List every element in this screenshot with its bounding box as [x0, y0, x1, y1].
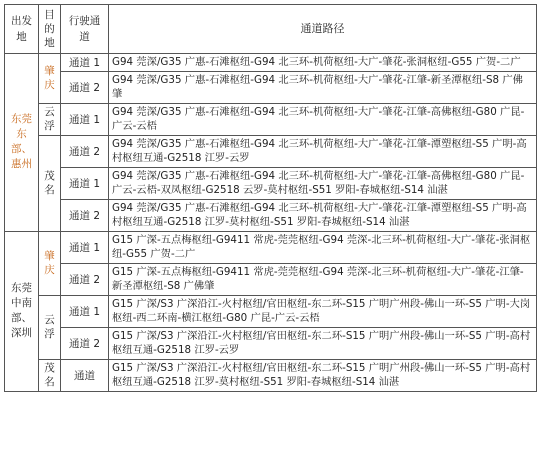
table-row — [5, 359, 537, 391]
route-cell: G94 莞深/G35 广惠-石滩枢纽-G94 北三环-机荷枢纽-大广-肇花-张洞枢纽-G55 广贺-二广 — [109, 54, 537, 72]
route-table — [4, 4, 537, 392]
table-row — [5, 103, 537, 135]
header-origin: 出发 地 — [5, 5, 39, 54]
destination-cell: 肇 庆 — [39, 231, 61, 295]
channel-cell: 通道 1 — [61, 231, 109, 263]
table-row — [5, 327, 537, 359]
origin-cell: 东莞 中南 部、 深圳 — [5, 231, 39, 391]
table-row — [5, 167, 537, 199]
header-route: 通道路径 — [109, 5, 537, 54]
destination-cell: 茂 名 — [39, 135, 61, 231]
route-cell: G94 莞深/G35 广惠-石滩枢纽-G94 北三环-机荷枢纽-大广-肇花-江肇-新圣潭枢纽-S8 广佛肇 — [109, 71, 537, 103]
route-cell: G15 广深/S3 广深沿江-火村枢纽/官田枢纽-东二环-S15 广明广州段-佛山一环-S5 广明-高村枢纽互通-G2518 江罗-云罗 — [109, 327, 537, 359]
destination-cell: 茂 名 — [39, 359, 61, 391]
channel-cell: 通道 2 — [61, 135, 109, 167]
header-destination: 目 的 地 — [39, 5, 61, 54]
channel-cell: 通道 2 — [61, 71, 109, 103]
table-row — [5, 231, 537, 263]
origin-cell: 东莞 东 部、 惠州 — [5, 54, 39, 232]
channel-cell: 通道 1 — [61, 295, 109, 327]
table-row — [5, 135, 537, 167]
table-row — [5, 54, 537, 72]
route-cell: G15 广深-五点梅枢纽-G9411 常虎-莞莞枢纽-G94 莞深-北三环-机荷枢纽-大广-肇花-张洞枢纽-G55 广贺-二广 — [109, 231, 537, 263]
header-channel: 行驶通 道 — [61, 5, 109, 54]
table-row — [5, 295, 537, 327]
route-cell: G94 莞深/G35 广惠-石滩枢纽-G94 北三环-机荷枢纽-大广-肇花-江肇-潭塑枢纽-S5 广明-高村枢纽互通-G2518 江罗-云罗 — [109, 135, 537, 167]
table-row — [5, 263, 537, 295]
destination-cell: 云 浮 — [39, 295, 61, 359]
channel-cell: 通道 2 — [61, 263, 109, 295]
channel-cell: 通道 — [61, 359, 109, 391]
route-cell: G94 莞深/G35 广惠-石滩枢纽-G94 北三环-机荷枢纽-大广-肇花-江肇-高佛枢纽-G80 广昆-广云-云梧-双凤枢纽-G2518 云罗-莫村枢纽-S51 罗阳-春城枢纽-S14 汕湛 — [109, 167, 537, 199]
destination-cell: 云 浮 — [39, 103, 61, 135]
table-row — [5, 199, 537, 231]
header-row — [5, 5, 537, 54]
channel-cell: 通道 1 — [61, 167, 109, 199]
route-cell: G15 广深/S3 广深沿江-火村枢纽/官田枢纽-东二环-S15 广明广州段-佛山一环-S5 广明-大岗枢纽-西二环南-横江枢纽-G80 广昆-广云-云梧 — [109, 295, 537, 327]
destination-cell: 肇 庆 — [39, 54, 61, 104]
table-row — [5, 71, 537, 103]
route-cell: G15 广深/S3 广深沿江-火村枢纽/官田枢纽-东二环-S15 广明广州段-佛山一环-S5 广明-高村枢纽互通-G2518 江罗-莫村枢纽-S51 罗阳-春城枢纽-S14 汕湛 — [109, 359, 537, 391]
channel-cell: 通道 1 — [61, 54, 109, 72]
channel-cell: 通道 2 — [61, 327, 109, 359]
channel-cell: 通道 2 — [61, 199, 109, 231]
channel-cell: 通道 1 — [61, 103, 109, 135]
route-cell: G15 广深-五点梅枢纽-G9411 常虎-莞莞枢纽-G94 莞深-北三环-机荷枢纽-大广-肇花-江肇-新圣潭枢纽-S8 广佛肇 — [109, 263, 537, 295]
route-cell: G94 莞深/G35 广惠-石滩枢纽-G94 北三环-机荷枢纽-大广-肇花-江肇-潭塑枢纽-S5 广明-高村枢纽互通-G2518 江罗-莫村枢纽-S51 罗阳-春城枢纽-S14 汕湛 — [109, 199, 537, 231]
route-cell: G94 莞深/G35 广惠-石滩枢纽-G94 北三环-机荷枢纽-大广-肇花-江肇-高佛枢纽-G80 广昆-广云-云梧 — [109, 103, 537, 135]
